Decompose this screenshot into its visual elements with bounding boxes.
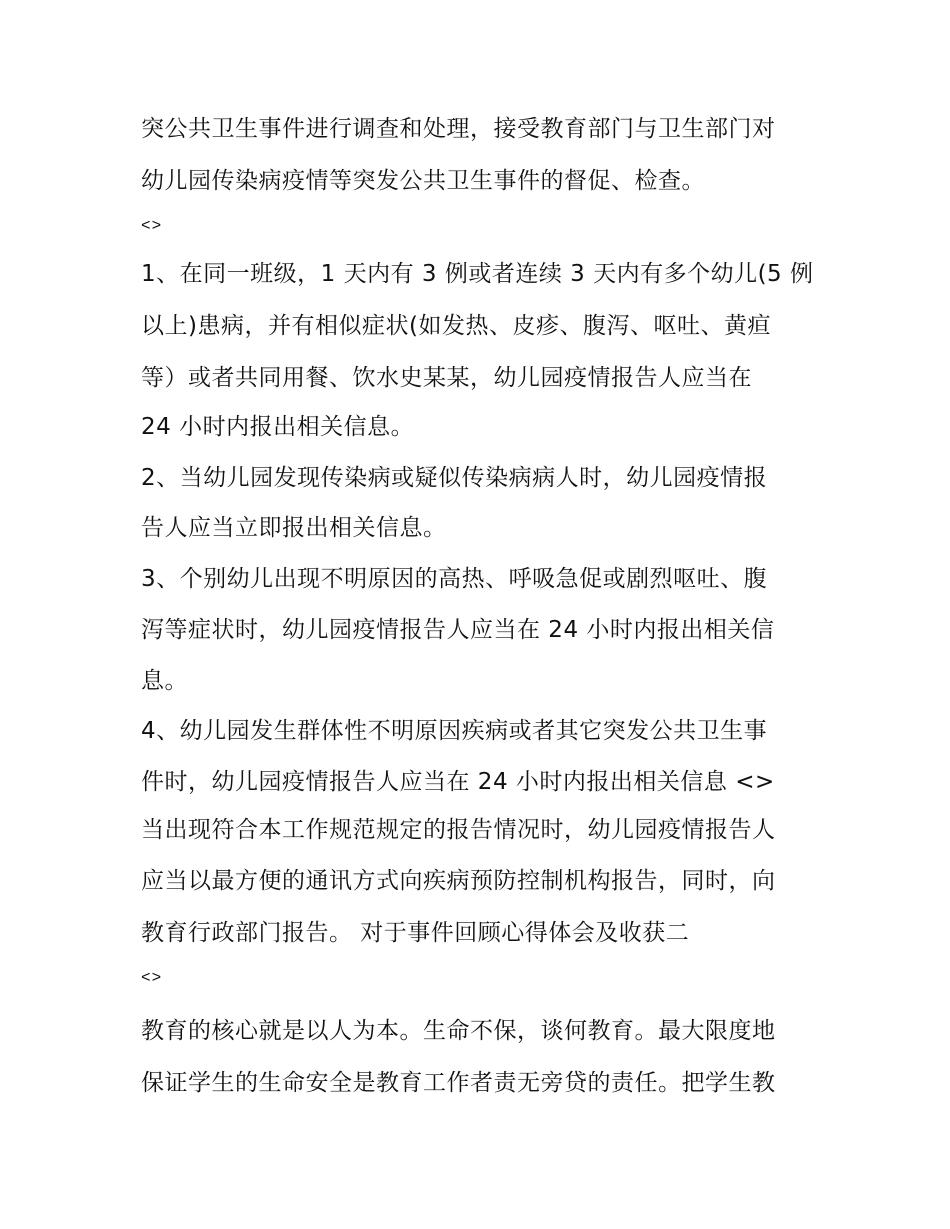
text-line: 24 小时内报出相关信息。 <box>141 414 415 440</box>
list-item: 3、个别幼儿出现不明原因的高热、呼吸急促或剧烈呕吐、腹 <box>141 566 768 592</box>
text-line: 息。 <box>141 668 188 694</box>
list-item: 1、在同一班级，1 天内有 3 例或者连续 3 天内有多个幼儿(5 例 <box>141 261 814 287</box>
text-line: 突公共卫生事件进行调查和处理，接受教育部门与卫生部门对 <box>141 116 776 142</box>
text-line: 教育的核心就是以人为本。生命不保，谈何教育。最大限度地 <box>141 1018 776 1044</box>
text-line: 保证学生的生命安全是教育工作者责无旁贷的责任。把学生教 <box>141 1070 776 1096</box>
text-line: 教育行政部门报告。 对于事件回顾心得体会及收获二 <box>141 920 690 946</box>
text-line: 件时，幼儿园疫情报告人应当在 24 小时内报出相关信息 <> <box>141 769 775 795</box>
list-item: 4、幼儿园发生群体性不明原因疾病或者其它突发公共卫生事 <box>141 718 768 744</box>
text-line: 以上)患病，并有相似症状(如发热、皮疹、腹泻、呕吐、黄疸 <box>141 313 771 339</box>
list-item: 2、当幼儿园发现传染病或疑似传染病病人时，幼儿园疫情报 <box>141 465 768 491</box>
text-line: 当出现符合本工作规范规定的报告情况时，幼儿园疫情报告人 <box>141 817 776 843</box>
section-marker: <> <box>141 969 163 987</box>
text-line: 泻等症状时，幼儿园疫情报告人应当在 24 小时内报出相关信 <box>141 617 775 643</box>
section-marker: <> <box>141 217 163 235</box>
text-line: 应当以最方便的通讯方式向疾病预防控制机构报告，同时，向 <box>141 868 776 894</box>
text-line: 幼儿园传染病疫情等突发公共卫生事件的督促、检查。 <box>141 168 705 194</box>
text-line: 等）或者共同用餐、饮水史某某，幼儿园疫情报告人应当在 <box>141 365 752 391</box>
text-line: 告人应当立即报出相关信息。 <box>141 515 447 541</box>
